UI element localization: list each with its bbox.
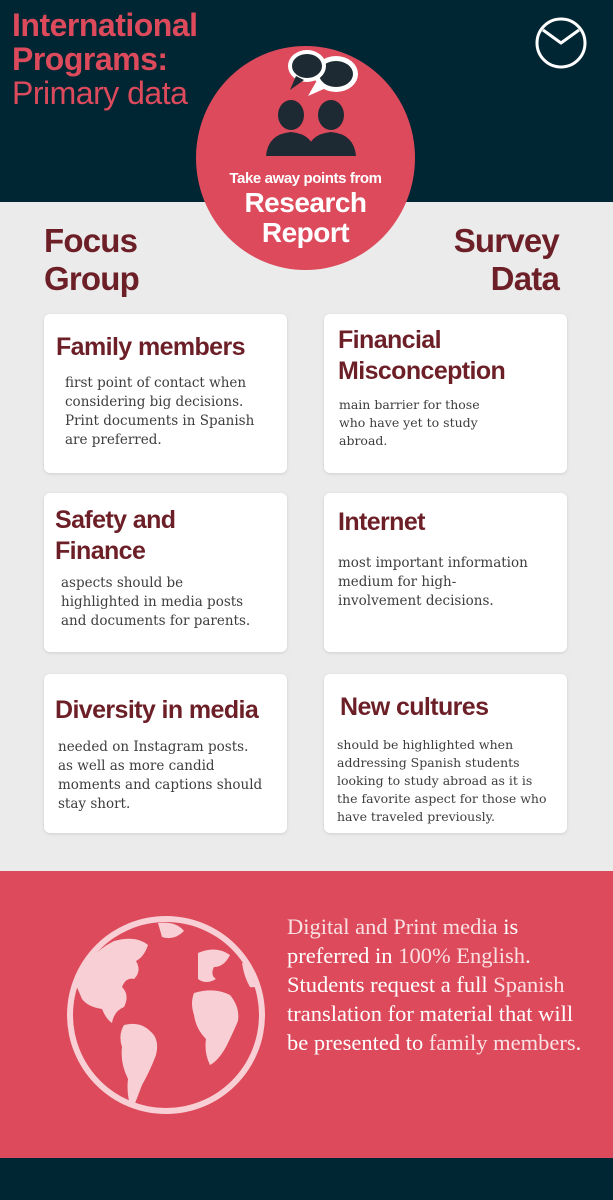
card-title-line: Safety and xyxy=(55,506,176,534)
card-family-members xyxy=(44,314,287,473)
card-text-line: main barrier for those xyxy=(339,397,480,412)
card-text xyxy=(65,374,254,450)
card-title xyxy=(56,332,245,363)
summary-highlight: Spanish xyxy=(493,972,565,997)
card-title xyxy=(338,325,505,387)
badge-title-line-1: Research xyxy=(244,187,367,218)
card-financial-misconception xyxy=(324,314,567,473)
card-text-line: should be highlighted when xyxy=(337,737,514,752)
card-text-line: involvement decisions. xyxy=(338,593,494,609)
card-diversity-media xyxy=(44,674,287,833)
survey-data-heading-line-1: Survey xyxy=(453,222,559,259)
card-text-line: first point of contact when xyxy=(65,375,247,391)
card-text xyxy=(338,554,528,611)
card-text-line: needed on Instagram posts. xyxy=(58,739,249,755)
summary-highlight: 100% English xyxy=(398,943,526,968)
summary-text-part: translation for material that will be presented to xyxy=(287,1001,574,1055)
card-text-line: looking to study abroad as it is xyxy=(337,773,533,788)
summary-text-part: . xyxy=(575,1030,582,1055)
globe-icon xyxy=(66,915,266,1115)
focus-group-heading xyxy=(44,222,139,298)
card-text-line: who have yet to study xyxy=(339,415,478,430)
title-line-3: Primary data xyxy=(12,75,188,111)
card-text xyxy=(337,736,547,826)
title-line-2: Programs: xyxy=(12,41,168,77)
card-text-line: the favorite aspect for those who xyxy=(337,791,547,806)
page-title xyxy=(12,8,198,110)
badge-title xyxy=(196,188,415,248)
card-text xyxy=(339,396,480,450)
focus-group-heading-line-1: Focus xyxy=(44,222,138,259)
summary-text-part: . Students request a full xyxy=(287,943,531,997)
card-title xyxy=(340,692,488,723)
card-text-line: medium for high- xyxy=(338,574,457,590)
card-text-line: highlighted in media posts xyxy=(61,594,244,610)
card-title-line: Diversity in media xyxy=(55,696,259,724)
card-text-line: stay short. xyxy=(58,796,131,812)
card-text-line: abroad. xyxy=(339,433,388,448)
card-text-line: moments and captions should xyxy=(58,777,263,793)
card-text-line: aspects should be xyxy=(61,575,184,591)
card-text-line: Print documents in Spanish xyxy=(65,413,255,429)
title-line-1: International xyxy=(12,7,198,43)
summary-text xyxy=(287,912,587,1057)
card-title-line: New cultures xyxy=(340,693,489,721)
badge-title-line-2: Report xyxy=(261,217,350,248)
summary-text-part: is preferred in xyxy=(287,914,519,968)
survey-data-heading-line-2: Data xyxy=(490,260,559,297)
summary-highlight: Digital and Print media xyxy=(287,914,498,939)
card-text-line: most important information xyxy=(338,555,528,571)
card-title xyxy=(338,507,425,538)
card-text xyxy=(61,574,250,631)
people-talking-icon xyxy=(246,38,376,158)
card-text-line: are preferred. xyxy=(65,432,162,448)
badge-subtitle: Take away points from xyxy=(229,170,382,187)
card-text-line: have traveled previously. xyxy=(337,809,496,824)
card-title-line: Misconception xyxy=(338,357,506,385)
card-title-line: Financial xyxy=(338,326,441,354)
card-text-line: addressing Spanish students xyxy=(337,755,520,770)
card-title-line: Family members xyxy=(56,333,245,361)
summary-highlight: family members xyxy=(428,1030,576,1055)
card-internet xyxy=(324,493,567,652)
focus-group-heading-line-2: Group xyxy=(44,260,139,297)
card-title-line: Internet xyxy=(338,508,425,536)
card-title-line: Finance xyxy=(55,537,146,565)
card-title xyxy=(55,505,175,567)
clock-pie-icon xyxy=(535,17,587,69)
card-text-line: as well as more candid xyxy=(58,758,215,774)
card-text xyxy=(58,738,262,814)
card-text-line: and documents for parents. xyxy=(61,613,251,629)
card-new-cultures xyxy=(324,674,567,833)
card-text-line: considering big decisions. xyxy=(65,394,244,410)
card-title xyxy=(55,695,258,726)
survey-data-heading xyxy=(454,222,559,298)
card-safety-finance xyxy=(44,493,287,652)
footer-band xyxy=(0,1158,613,1200)
